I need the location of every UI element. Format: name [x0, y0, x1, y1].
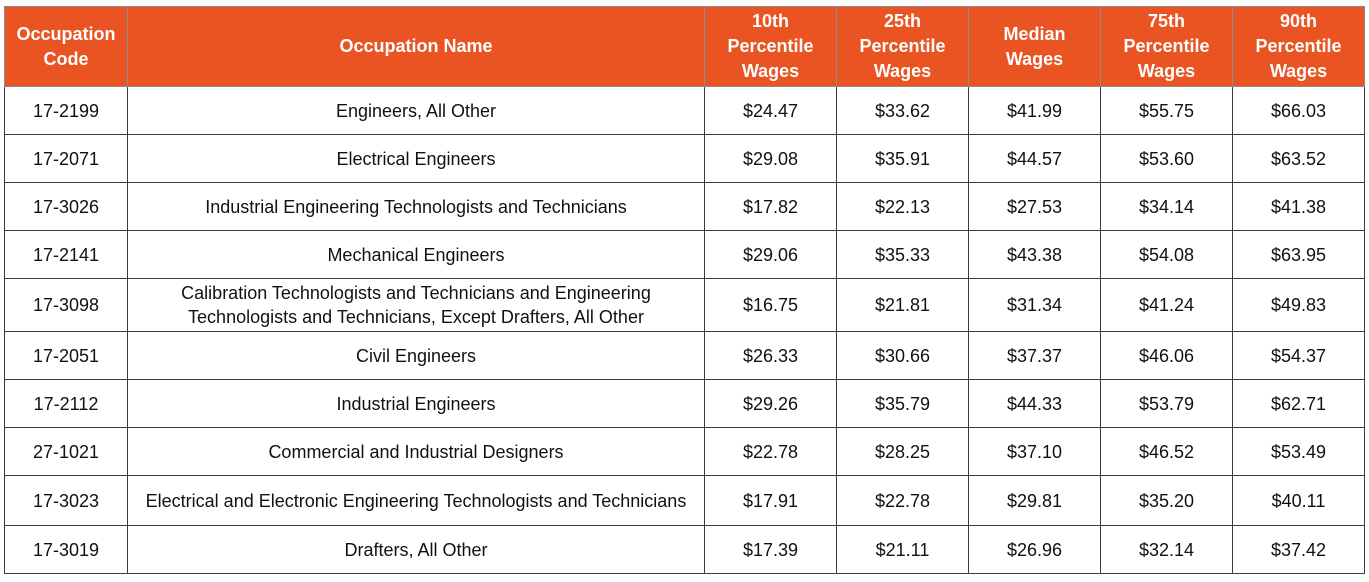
cell-p10: $24.47: [705, 87, 837, 135]
cell-code: 17-3023: [5, 476, 128, 526]
cell-p25: $28.25: [837, 428, 969, 476]
cell-p90: $66.03: [1233, 87, 1365, 135]
table-row: [5, 332, 1365, 380]
cell-p75: $32.14: [1101, 526, 1233, 574]
table-row: [5, 428, 1365, 476]
cell-p25: $22.78: [837, 476, 969, 526]
cell-p10: $17.39: [705, 526, 837, 574]
cell-name: Civil Engineers: [128, 332, 705, 380]
wage-table: [4, 6, 1365, 574]
cell-name: Electrical Engineers: [128, 135, 705, 183]
cell-p90: $63.95: [1233, 231, 1365, 279]
cell-name: Electrical and Electronic Engineering Technologists and Technicians: [128, 476, 705, 526]
cell-name: Calibration Technologists and Technicians and Engineering Technologists and Technicians, Except Drafters, All Other: [128, 279, 705, 332]
cell-p10: $22.78: [705, 428, 837, 476]
header-75th-percentile: 75th Percentile Wages: [1101, 7, 1233, 87]
header-90th-percentile: 90th Percentile Wages: [1233, 7, 1365, 87]
cell-p25: $30.66: [837, 332, 969, 380]
cell-median: $41.99: [969, 87, 1101, 135]
header-occupation-code: Occupation Code: [5, 7, 128, 87]
table-row: [5, 526, 1365, 574]
table-row: [5, 380, 1365, 428]
cell-p25: $35.91: [837, 135, 969, 183]
cell-p90: $41.38: [1233, 183, 1365, 231]
cell-p90: $63.52: [1233, 135, 1365, 183]
table-header-row: [5, 7, 1365, 87]
header-occupation-name: Occupation Name: [128, 7, 705, 87]
cell-median: $43.38: [969, 231, 1101, 279]
cell-p25: $21.81: [837, 279, 969, 332]
cell-code: 17-3019: [5, 526, 128, 574]
cell-code: 17-2112: [5, 380, 128, 428]
cell-p10: $17.91: [705, 476, 837, 526]
cell-p10: $29.08: [705, 135, 837, 183]
cell-p75: $54.08: [1101, 231, 1233, 279]
cell-code: 27-1021: [5, 428, 128, 476]
cell-code: 17-2051: [5, 332, 128, 380]
cell-median: $44.57: [969, 135, 1101, 183]
table-row: [5, 135, 1365, 183]
cell-p90: $62.71: [1233, 380, 1365, 428]
cell-p25: $33.62: [837, 87, 969, 135]
cell-median: $44.33: [969, 380, 1101, 428]
cell-p10: $29.06: [705, 231, 837, 279]
header-median: Median Wages: [969, 7, 1101, 87]
cell-p75: $34.14: [1101, 183, 1233, 231]
header-10th-percentile: 10th Percentile Wages: [705, 7, 837, 87]
cell-p75: $53.60: [1101, 135, 1233, 183]
cell-code: 17-3026: [5, 183, 128, 231]
cell-median: $37.10: [969, 428, 1101, 476]
cell-p10: $26.33: [705, 332, 837, 380]
cell-p25: $22.13: [837, 183, 969, 231]
cell-name: Commercial and Industrial Designers: [128, 428, 705, 476]
cell-name: Engineers, All Other: [128, 87, 705, 135]
cell-p25: $35.33: [837, 231, 969, 279]
cell-p75: $46.52: [1101, 428, 1233, 476]
table-row: [5, 87, 1365, 135]
header-25th-percentile: 25th Percentile Wages: [837, 7, 969, 87]
cell-median: $37.37: [969, 332, 1101, 380]
cell-name: Mechanical Engineers: [128, 231, 705, 279]
cell-p75: $46.06: [1101, 332, 1233, 380]
cell-p90: $54.37: [1233, 332, 1365, 380]
cell-median: $27.53: [969, 183, 1101, 231]
cell-code: 17-2199: [5, 87, 128, 135]
cell-p75: $35.20: [1101, 476, 1233, 526]
cell-p90: $37.42: [1233, 526, 1365, 574]
cell-code: 17-3098: [5, 279, 128, 332]
cell-median: $31.34: [969, 279, 1101, 332]
cell-p10: $17.82: [705, 183, 837, 231]
cell-median: $29.81: [969, 476, 1101, 526]
cell-code: 17-2141: [5, 231, 128, 279]
wage-table-container: [4, 6, 1365, 574]
cell-p75: $41.24: [1101, 279, 1233, 332]
table-row: [5, 183, 1365, 231]
cell-name: Industrial Engineering Technologists and Technicians: [128, 183, 705, 231]
cell-p25: $21.11: [837, 526, 969, 574]
cell-p10: $16.75: [705, 279, 837, 332]
table-row: [5, 231, 1365, 279]
cell-median: $26.96: [969, 526, 1101, 574]
cell-p10: $29.26: [705, 380, 837, 428]
cell-name: Drafters, All Other: [128, 526, 705, 574]
cell-p90: $53.49: [1233, 428, 1365, 476]
cell-p90: $49.83: [1233, 279, 1365, 332]
cell-p75: $55.75: [1101, 87, 1233, 135]
table-row: [5, 476, 1365, 526]
cell-name: Industrial Engineers: [128, 380, 705, 428]
cell-p90: $40.11: [1233, 476, 1365, 526]
cell-p25: $35.79: [837, 380, 969, 428]
cell-code: 17-2071: [5, 135, 128, 183]
cell-p75: $53.79: [1101, 380, 1233, 428]
table-row: [5, 279, 1365, 332]
